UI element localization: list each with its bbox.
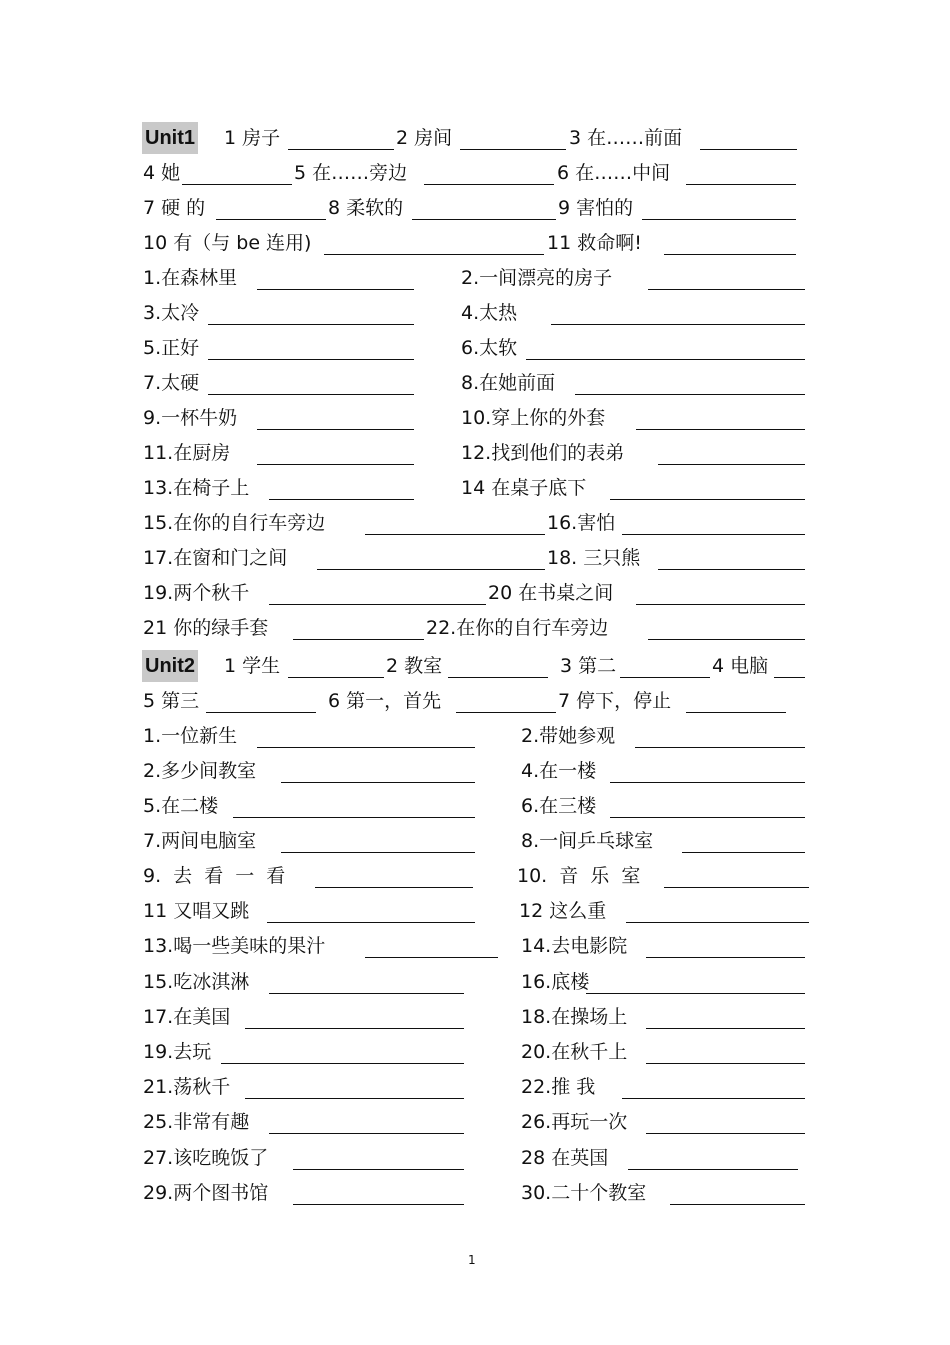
phrase: 14 在桌子底下: [461, 477, 587, 499]
phrase: 1.在森林里: [143, 267, 238, 289]
answer-blank[interactable]: [257, 429, 414, 430]
phrase: 10. 音 乐 室: [517, 865, 641, 887]
phrase: 4.在一楼: [521, 760, 597, 782]
answer-blank[interactable]: [293, 1169, 464, 1170]
unit2-heading: Unit2: [142, 650, 198, 682]
vocab-word: 3 在……前面: [569, 127, 683, 149]
vocab-word: 7 停下，停止: [558, 690, 672, 712]
answer-blank[interactable]: [586, 993, 805, 994]
answer-blank[interactable]: [324, 254, 544, 255]
vocab-word: 10 有（与 be 连用): [143, 232, 312, 254]
phrase: 19.两个秋千: [143, 582, 250, 604]
phrase: 29.两个图书馆: [143, 1182, 269, 1204]
vocab-word: 9 害怕的: [558, 197, 634, 219]
answer-blank[interactable]: [267, 922, 475, 923]
answer-blank[interactable]: [646, 957, 805, 958]
phrase: 10.穿上你的外套: [461, 407, 606, 429]
phrase: 5.正好: [143, 337, 200, 359]
phrase: 19.去玩: [143, 1041, 212, 1063]
phrase: 17.在美国: [143, 1006, 231, 1028]
phrase: 15.吃冰淇淋: [143, 971, 250, 993]
phrase: 30.二十个教室: [521, 1182, 647, 1204]
answer-blank[interactable]: [221, 1063, 464, 1064]
phrase: 6.在三楼: [521, 795, 597, 817]
phrase: 12.找到他们的表弟: [461, 442, 625, 464]
phrase: 12 这么重: [519, 900, 607, 922]
phrase: 9. 去 看 一 看: [143, 865, 286, 887]
phrase: 8.一间乒乓球室: [521, 830, 654, 852]
answer-blank[interactable]: [664, 254, 796, 255]
answer-blank[interactable]: [293, 1204, 464, 1205]
answer-blank[interactable]: [315, 887, 473, 888]
vocab-word: 4 她: [143, 162, 181, 184]
answer-blank[interactable]: [456, 712, 556, 713]
phrase: 25.非常有趣: [143, 1111, 250, 1133]
answer-blank[interactable]: [182, 184, 292, 185]
answer-blank[interactable]: [257, 464, 414, 465]
phrase: 5.在二楼: [143, 795, 219, 817]
phrase: 21.荡秋千: [143, 1076, 231, 1098]
answer-blank[interactable]: [317, 569, 545, 570]
answer-blank[interactable]: [648, 639, 805, 640]
answer-blank[interactable]: [700, 149, 797, 150]
answer-blank[interactable]: [526, 359, 805, 360]
answer-blank[interactable]: [622, 1098, 805, 1099]
answer-blank[interactable]: [288, 149, 394, 150]
vocab-word: 2 教室: [386, 655, 443, 677]
vocab-word: 1 房子: [224, 127, 281, 149]
phrase: 18.在操场上: [521, 1006, 628, 1028]
answer-blank[interactable]: [551, 324, 805, 325]
phrase: 2.多少间教室: [143, 760, 257, 782]
answer-blank[interactable]: [269, 499, 414, 500]
answer-blank[interactable]: [288, 677, 384, 678]
phrase: 27.该吃晚饭了: [143, 1147, 269, 1169]
answer-blank[interactable]: [686, 712, 786, 713]
answer-blank[interactable]: [281, 852, 475, 853]
phrase: 4.太热: [461, 302, 518, 324]
phrase: 11.在厨房: [143, 442, 231, 464]
vocab-word: 8 柔软的: [328, 197, 404, 219]
answer-blank[interactable]: [365, 534, 545, 535]
vocab-word: 5 第三: [143, 690, 200, 712]
phrase: 7.太硬: [143, 372, 200, 394]
answer-blank[interactable]: [208, 324, 414, 325]
answer-blank[interactable]: [412, 219, 556, 220]
answer-blank[interactable]: [636, 429, 805, 430]
vocab-word: 6 第一，首先: [328, 690, 442, 712]
answer-blank[interactable]: [269, 604, 486, 605]
answer-blank[interactable]: [646, 1028, 805, 1029]
vocab-word: 7 硬 的: [143, 197, 206, 219]
phrase: 22.在你的自行车旁边: [426, 617, 609, 639]
answer-blank[interactable]: [658, 464, 805, 465]
answer-blank[interactable]: [636, 604, 805, 605]
answer-blank[interactable]: [257, 747, 475, 748]
phrase: 9.一杯牛奶: [143, 407, 238, 429]
answer-blank[interactable]: [575, 394, 805, 395]
vocab-word: 11 救命啊!: [547, 232, 642, 254]
phrase: 17.在窗和门之间: [143, 547, 288, 569]
answer-blank[interactable]: [424, 184, 554, 185]
answer-blank[interactable]: [448, 677, 548, 678]
vocab-word: 4 电脑: [712, 655, 769, 677]
answer-blank[interactable]: [622, 534, 805, 535]
phrase: 3.太冷: [143, 302, 200, 324]
phrase: 26.再玩一次: [521, 1111, 628, 1133]
phrase: 13.在椅子上: [143, 477, 250, 499]
phrase: 18. 三只熊: [547, 547, 641, 569]
phrase: 2.一间漂亮的房子: [461, 267, 613, 289]
answer-blank[interactable]: [460, 149, 566, 150]
phrase: 21 你的绿手套: [143, 617, 269, 639]
answer-blank[interactable]: [642, 219, 796, 220]
vocab-word: 2 房间: [396, 127, 453, 149]
page-number: 1: [468, 1253, 476, 1267]
phrase: 28 在英国: [521, 1147, 609, 1169]
phrase: 13.喝一些美味的果汁: [143, 935, 326, 957]
vocab-word: 3 第二: [560, 655, 617, 677]
answer-blank[interactable]: [626, 922, 809, 923]
answer-blank[interactable]: [774, 677, 805, 678]
vocab-word: 1 学生: [224, 655, 281, 677]
answer-blank[interactable]: [610, 817, 805, 818]
answer-blank[interactable]: [670, 1204, 805, 1205]
answer-blank[interactable]: [245, 1028, 464, 1029]
phrase: 22.推 我: [521, 1076, 596, 1098]
phrase: 14.去电影院: [521, 935, 628, 957]
phrase: 8.在她前面: [461, 372, 556, 394]
phrase: 15.在你的自行车旁边: [143, 512, 326, 534]
answer-blank[interactable]: [664, 887, 809, 888]
answer-blank[interactable]: [257, 289, 414, 290]
answer-blank[interactable]: [293, 639, 424, 640]
answer-blank[interactable]: [269, 1133, 464, 1134]
answer-blank[interactable]: [216, 219, 326, 220]
phrase: 6.太软: [461, 337, 518, 359]
unit1-heading: Unit1: [142, 122, 198, 154]
answer-blank[interactable]: [648, 289, 805, 290]
answer-blank[interactable]: [281, 782, 475, 783]
answer-blank[interactable]: [208, 394, 414, 395]
phrase: 7.两间电脑室: [143, 830, 257, 852]
answer-blank[interactable]: [245, 1098, 464, 1099]
answer-blank[interactable]: [365, 957, 498, 958]
answer-blank[interactable]: [269, 993, 464, 994]
phrase: 20 在书桌之间: [488, 582, 614, 604]
answer-blank[interactable]: [610, 499, 805, 500]
phrase: 11 又唱又跳: [143, 900, 250, 922]
phrase: 16.害怕: [547, 512, 616, 534]
answer-blank[interactable]: [208, 359, 414, 360]
answer-blank[interactable]: [233, 817, 475, 818]
vocab-word: 5 在……旁边: [294, 162, 408, 184]
answer-blank[interactable]: [686, 184, 796, 185]
phrase: 1.一位新生: [143, 725, 238, 747]
phrase: 16.底楼: [521, 971, 590, 993]
answer-blank[interactable]: [658, 569, 805, 570]
answer-blank[interactable]: [646, 1133, 805, 1134]
answer-blank[interactable]: [610, 782, 805, 783]
answer-blank[interactable]: [635, 747, 805, 748]
answer-blank[interactable]: [620, 677, 710, 678]
answer-blank[interactable]: [206, 712, 316, 713]
phrase: 2.带她参观: [521, 725, 616, 747]
answer-blank[interactable]: [682, 852, 805, 853]
vocab-word: 6 在……中间: [557, 162, 671, 184]
answer-blank[interactable]: [646, 1063, 805, 1064]
phrase: 20.在秋千上: [521, 1041, 628, 1063]
answer-blank[interactable]: [628, 1169, 798, 1170]
